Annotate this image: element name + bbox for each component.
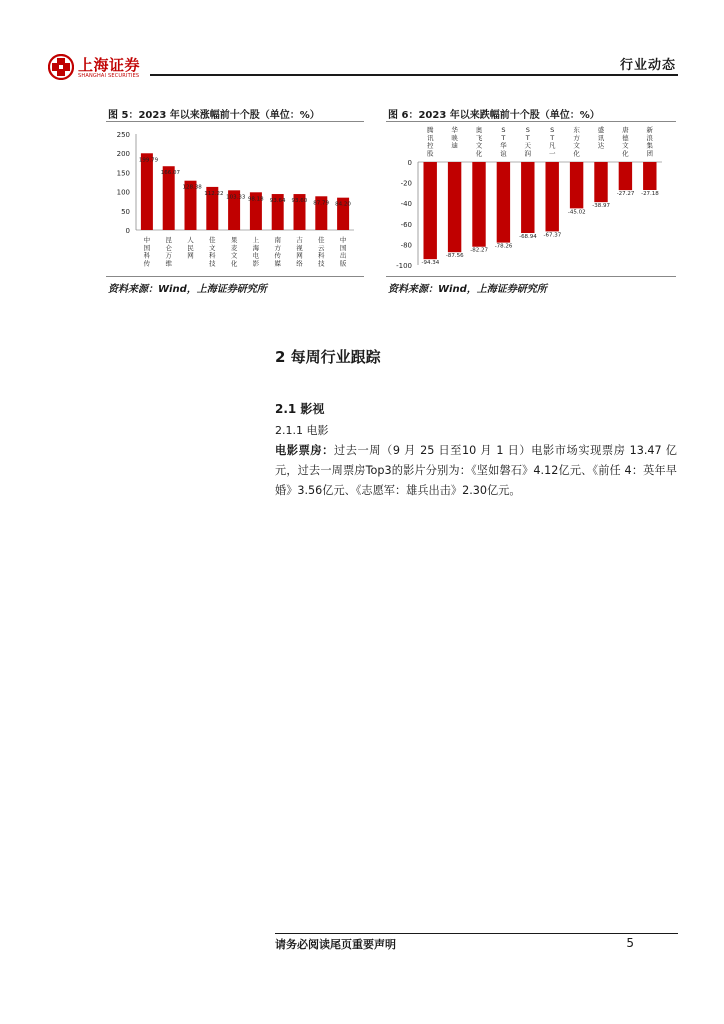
paragraph-lead: 电影票房： [275, 444, 334, 457]
data-label: 84.20 [335, 201, 351, 208]
category-label: 新浪集团 [646, 126, 654, 158]
logo-emblem-icon [48, 54, 74, 80]
data-label: -94.34 [421, 260, 440, 267]
category-label: 佳文科技 [209, 236, 216, 268]
category-label: 唐德文化 [622, 126, 629, 158]
figure5-source: 资料来源：Wind，上海证券研究所 [108, 284, 267, 295]
data-label: 93.60 [291, 198, 308, 205]
category-label: 盛讯达 [597, 126, 605, 150]
data-label: 103.33 [226, 194, 246, 201]
y-tick-label: -20 [400, 179, 412, 188]
figure6-bottom-rule [386, 276, 676, 277]
data-label: 98.18 [247, 196, 264, 203]
category-label: 果麦文化 [230, 236, 238, 268]
figure5-chart [106, 122, 364, 274]
data-label: 93.64 [269, 198, 286, 205]
y-tick-label: 100 [116, 188, 130, 197]
logo-text-cn: 上海证券 [78, 56, 141, 74]
section-heading: 2 每周行业跟踪 [275, 348, 381, 366]
page-number: 5 [626, 936, 634, 950]
logo-text-en: SHANGHAI SECURITIES [78, 73, 140, 79]
bar [545, 162, 558, 231]
data-label: -87.56 [445, 253, 464, 260]
category-label: 腾讯控股 [426, 126, 434, 158]
bar [141, 153, 153, 230]
footer-divider [275, 933, 678, 934]
figure5-title: 图 5：2023 年以来涨幅前十个股（单位：%） [108, 110, 320, 121]
bar [472, 162, 485, 247]
category-label: 奥飞文化 [475, 126, 483, 158]
category-label: 人民网 [187, 236, 194, 260]
data-label: 199.79 [138, 157, 159, 164]
category-label: 上海电影 [252, 236, 260, 268]
y-tick-label: 0 [125, 227, 130, 235]
figure5-bottom-rule [106, 276, 364, 277]
data-label: -82.27 [470, 247, 489, 254]
y-tick-label: 200 [116, 150, 130, 159]
data-label: -45.02 [567, 209, 586, 216]
bar [594, 162, 607, 202]
y-tick-label: -100 [396, 262, 412, 270]
data-label: -27.18 [641, 190, 659, 197]
bar [643, 162, 656, 190]
data-label: -27.27 [616, 191, 635, 198]
header-section-label: 行业动态 [619, 58, 676, 73]
figure6-title: 图 6：2023 年以来跌幅前十个股（单位：%） [388, 110, 600, 121]
data-label: 112.22 [204, 190, 224, 197]
y-tick-label: -80 [400, 241, 412, 250]
figure6-source: 资料来源：Wind，上海证券研究所 [388, 284, 547, 295]
category-label: 华映迪 [451, 126, 458, 150]
box-office-paragraph [275, 441, 677, 501]
category-label: 吉视网络 [296, 236, 303, 268]
figure6-chart [386, 122, 676, 274]
bar [448, 162, 461, 252]
category-label: 东方文化 [573, 126, 580, 158]
sub-heading: 2.1 影视 [275, 402, 325, 416]
category-label: S T 华谊 [500, 126, 507, 158]
company-logo [48, 52, 156, 82]
bar [570, 162, 583, 208]
category-label: 中国科传 [143, 236, 151, 268]
y-tick-label: -60 [400, 220, 412, 229]
category-label: S T 凡一 [548, 126, 556, 158]
y-tick-label: 250 [116, 131, 130, 139]
data-label: 128.38 [182, 184, 202, 191]
category-label: S T 天润 [524, 126, 532, 158]
category-label: 南方传媒 [274, 236, 281, 268]
category-label: 昆仑万维 [165, 236, 172, 268]
category-label: 佳云科技 [318, 236, 325, 268]
y-tick-label: 150 [116, 169, 130, 178]
sub-sub-heading: 2.1.1 电影 [275, 424, 329, 437]
bar [521, 162, 534, 233]
y-tick-label: 50 [121, 207, 130, 216]
data-label: -67.37 [543, 232, 562, 239]
paragraph-text: 过去一周（9 月 25 日至10 月 1 日）电影市场实现票房 13.47 亿元，过去一周票房Top3的影片分别为：《坚如磐石》4.12亿元、《前任 4：英年早婚》3.56亿元、《志愿军：雄兵出击》2.30亿元。 [275, 444, 677, 497]
y-tick-label: 0 [407, 159, 412, 167]
data-label: -68.94 [519, 234, 537, 241]
bar [619, 162, 632, 190]
bar [497, 162, 510, 243]
bar [423, 162, 436, 259]
category-label: 中国出版 [339, 236, 347, 268]
y-tick-label: -40 [400, 200, 412, 209]
data-label: -78.26 [494, 243, 513, 250]
footer-disclaimer: 请务必阅读尾页重要声明 [275, 938, 396, 951]
data-label: -38.97 [592, 203, 611, 210]
data-label: 87.79 [313, 200, 330, 207]
data-label: 166.07 [160, 170, 180, 177]
header-divider [150, 74, 678, 76]
